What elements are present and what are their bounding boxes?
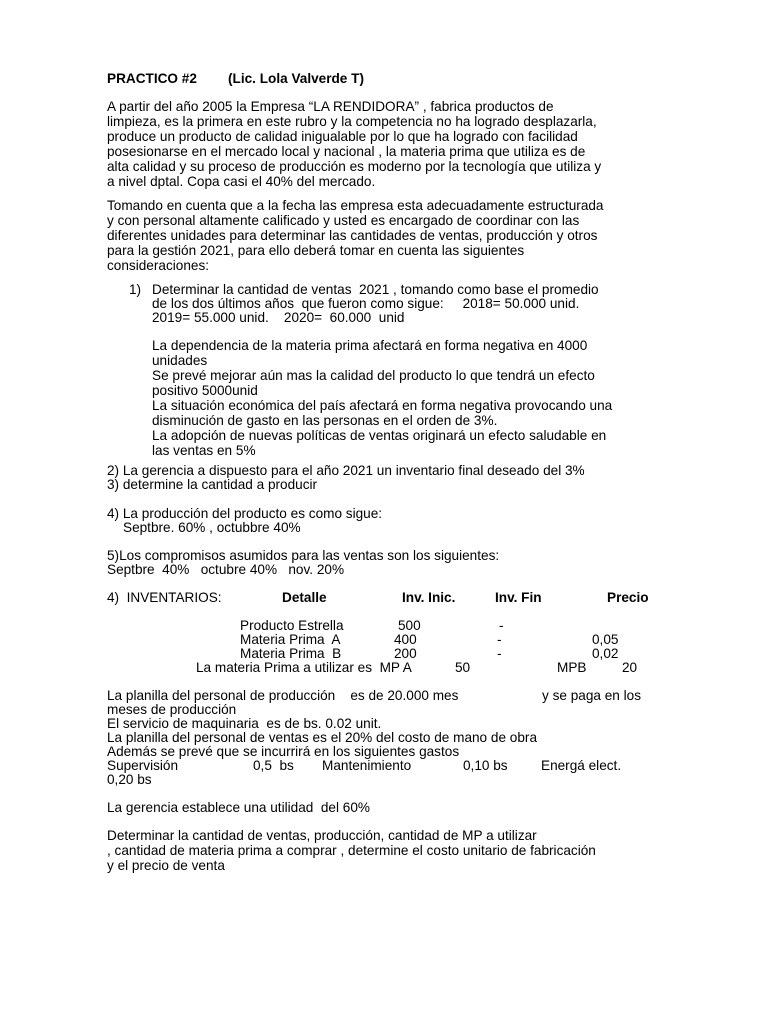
- text-line: las ventas en 5%: [152, 443, 256, 458]
- commitments-detail: Septbre 40% octubre 40% nov. 20%: [107, 562, 345, 577]
- item-2: 2) La gerencia a dispuesto para el año 2021 un inventario final deseado del 3%: [107, 463, 585, 478]
- table-cell: 500: [398, 618, 421, 633]
- text-line: Determinar la cantidad de ventas, producción, cantidad de MP a utilizar: [107, 828, 537, 843]
- text-line: disminución de gasto en las personas en el orden de 3%.: [152, 413, 498, 428]
- text-line: posesionarse en el mercado local y nacional , la materia prima que utiliza es de: [107, 144, 586, 159]
- table-cell: 200: [394, 646, 417, 661]
- mp-a-usage-value: 50: [455, 660, 471, 675]
- intro-paragraph: [107, 99, 660, 189]
- text-line: diferentes unidades para determinar las cantidades de ventas, producción y otros: [107, 228, 598, 243]
- item-1-line: de los dos últimos años que fueron como sigue: 2018= 50.000 unid.: [152, 296, 580, 311]
- text-line: alta calidad y su proceso de producción es moderno por la tecnología que utiliza y: [107, 159, 602, 174]
- table-cell: Producto Estrella: [240, 618, 344, 633]
- final-task: [107, 828, 660, 873]
- table-cell: 400: [394, 632, 417, 647]
- table-cell: -: [499, 618, 504, 633]
- text-line: A partir del año 2005 la Empresa “LA RENDIDORA” , fabrica productos de: [107, 99, 554, 114]
- text-line: consideraciones:: [107, 258, 210, 273]
- table-cell: -: [497, 646, 502, 661]
- inventory-label-text: 4) INVENTARIOS:: [107, 590, 222, 605]
- commitments-heading: 5)Los compromisos asumidos para las ventas son los siguientes:: [107, 548, 500, 563]
- text-line: y con personal altamente calificado y usted es encargado de coordinar con las: [107, 213, 580, 228]
- column-header-precio: Precio: [607, 590, 649, 605]
- mp-usage-label: La materia Prima a utilizar es MP A: [196, 660, 412, 675]
- table-cell: Materia Prima A: [240, 632, 341, 647]
- supervision-label: Supervisión: [107, 758, 179, 773]
- energy-value: 0,20 bs: [107, 772, 152, 787]
- expenses-intro: Además se prevé que se incurrirá en los siguientes gastos: [107, 744, 460, 759]
- considerations-block: [152, 338, 660, 458]
- energy-label: Energá elect.: [541, 758, 622, 773]
- mpb-label: MPB: [557, 660, 587, 675]
- item-1-line: 2019= 55.000 unid. 2020= 60.000 unid: [152, 310, 405, 325]
- text-line: produce un producto de calidad inigualable por lo que ha logrado con facilidad: [107, 129, 578, 144]
- item-1-line: Determinar la cantidad de ventas 2021 , tomando como base el promedio: [152, 282, 599, 297]
- text-line: Tomando en cuenta que a la fecha las empresa esta adecuadamente estructurada: [107, 198, 604, 213]
- item-1-number: 1): [129, 282, 142, 297]
- supervision-value: 0,5 bs: [253, 758, 294, 773]
- context-paragraph: [107, 198, 660, 273]
- machinery-cost: El servicio de maquinaria es de bs. 0.02 unit.: [107, 716, 382, 731]
- mpb-usage-value: 20: [622, 660, 638, 675]
- text-line: , cantidad de materia prima a comprar , determine el costo unitario de fabricación: [107, 843, 596, 858]
- table-cell: 0,02: [592, 646, 619, 661]
- profit-margin: La gerencia establece una utilidad del 60%: [107, 800, 371, 815]
- inventory-label: [107, 590, 222, 605]
- table-cell: -: [497, 632, 502, 647]
- production-payroll: La planilla del personal de producción es de 20.000 mes: [107, 688, 459, 703]
- maintenance-label: Mantenimiento: [322, 758, 412, 773]
- production-payroll-months: meses de producción: [107, 702, 237, 717]
- item-3: 3) determine la cantidad a producir: [107, 477, 318, 492]
- author-name: (Lic. Lola Valverde T): [228, 71, 364, 86]
- table-cell: Materia Prima B: [240, 646, 342, 661]
- practice-title: PRACTICO #2: [107, 71, 197, 86]
- production-heading: 4) La producción del producto es como sigue:: [107, 506, 383, 521]
- column-header-inv-inic: Inv. Inic.: [402, 590, 456, 605]
- maintenance-value: 0,10 bs: [463, 758, 508, 773]
- text-line: Se prevé mejorar aún mas la calidad del producto lo que tendrá un efecto: [152, 368, 595, 383]
- text-line: y el precio de venta: [107, 858, 225, 873]
- production-detail: Septbre. 60% , octubbre 40%: [123, 520, 301, 535]
- text-line: La dependencia de la materia prima afectará en forma negativa en 4000: [152, 338, 588, 353]
- column-header-detalle: Detalle: [282, 590, 327, 605]
- column-header-inv-fin: Inv. Fin: [495, 590, 542, 605]
- text-line: limpieza, es la primera en este rubro y la competencia no ha logrado desplazarla,: [107, 114, 597, 129]
- text-line: positivo 5000unid: [152, 383, 258, 398]
- table-cell: 0,05: [592, 632, 619, 647]
- text-line: a nivel dptal. Copa casi el 40% del mercado.: [107, 174, 376, 189]
- sales-payroll: La planilla del personal de ventas es el 20% del costo de mano de obra: [107, 730, 538, 745]
- text-line: unidades: [152, 353, 208, 368]
- text-line: La adopción de nuevas políticas de ventas originará un efecto saludable en: [152, 428, 607, 443]
- text-line: para la gestión 2021, para ello deberá tomar en cuenta las siguientes: [107, 243, 525, 258]
- production-payroll-cont: y se paga en los: [542, 688, 641, 703]
- text-line: La situación económica del país afectará en forma negativa provocando una: [152, 398, 613, 413]
